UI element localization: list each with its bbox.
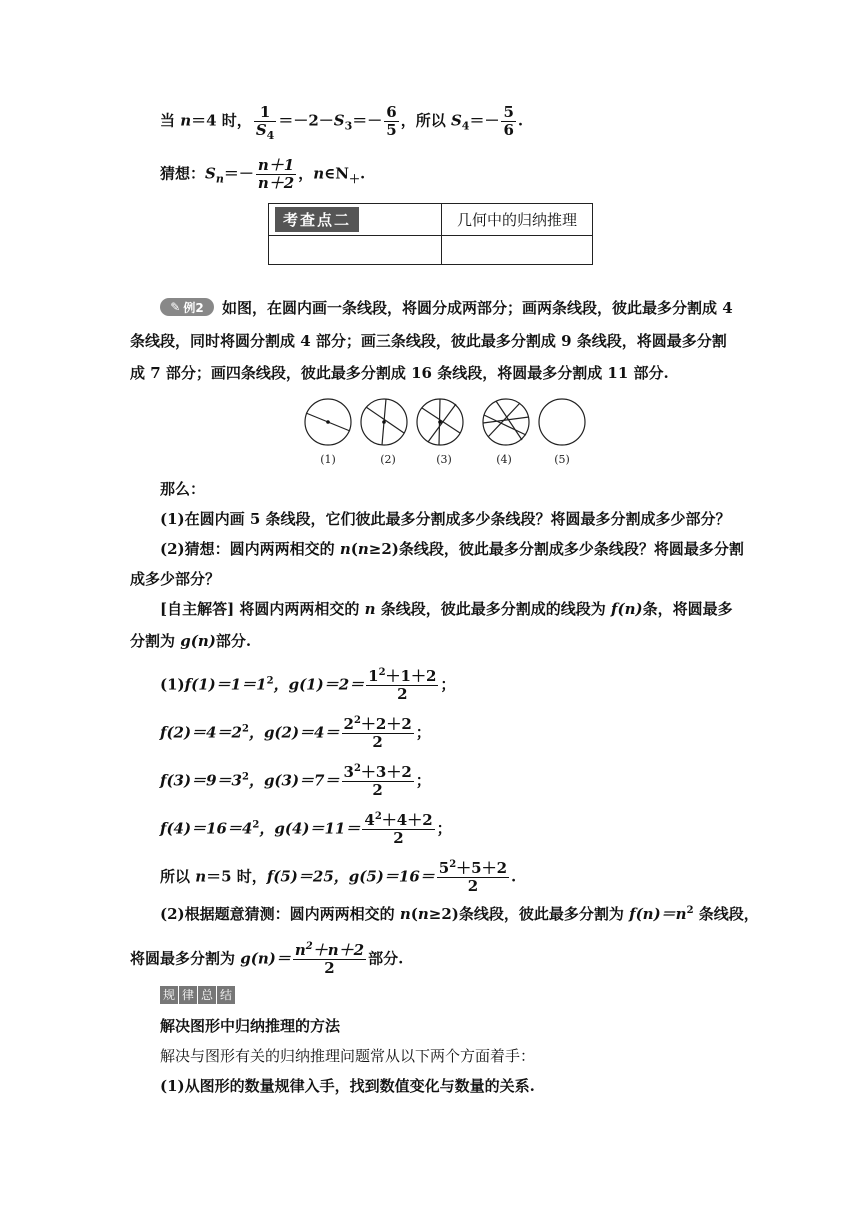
text: ＝－ bbox=[352, 111, 383, 130]
center-dot bbox=[438, 420, 442, 424]
fraction bbox=[366, 668, 438, 703]
summary-tag-char: 总 bbox=[198, 986, 216, 1004]
fraction-denominator: 2 bbox=[397, 685, 408, 703]
text: ＝－ bbox=[469, 111, 500, 130]
text: 当 bbox=[160, 111, 181, 130]
text: . bbox=[359, 164, 366, 183]
text: ； bbox=[415, 771, 431, 790]
center-dot bbox=[326, 420, 330, 424]
text: 条线段， bbox=[693, 905, 759, 923]
summary-line-1: 解决与图形有关的归纳推理问题常从以下两个方面着手： bbox=[160, 1047, 536, 1065]
fraction-numerator bbox=[342, 716, 414, 734]
caption-2: (2) bbox=[380, 453, 396, 466]
superscript: 2 bbox=[353, 715, 361, 726]
question-1: (1)在圆内画 5 条线段，它们彼此最多分割成多少条线段？将圆最多分割成多少部分？ bbox=[160, 510, 731, 528]
text: (2)猜想：圆内两两相交的 bbox=[160, 540, 340, 558]
text: ＝5 时， bbox=[206, 867, 267, 886]
formula-g: ，g(4)＝11＝ bbox=[259, 819, 361, 838]
fraction-numerator bbox=[342, 764, 414, 782]
var-n: n bbox=[399, 905, 411, 923]
text: ＝4 时， bbox=[191, 111, 252, 130]
superscript: 2 bbox=[241, 771, 249, 783]
solution-row-4 bbox=[160, 812, 452, 847]
fraction-numerator bbox=[293, 942, 366, 960]
text: ＝－2－ bbox=[278, 111, 334, 130]
text: n bbox=[294, 941, 306, 959]
var-n: n bbox=[339, 540, 351, 558]
table-cell bbox=[442, 236, 593, 265]
superscript: 2 bbox=[252, 819, 260, 831]
var-n: n bbox=[364, 600, 376, 618]
fraction-numerator: n＋1 bbox=[257, 156, 295, 174]
superscript: 2 bbox=[686, 905, 694, 916]
summary-tag bbox=[160, 986, 235, 1004]
fraction-denominator: 5 bbox=[386, 121, 397, 139]
var-n: n bbox=[313, 164, 325, 183]
superscript: 2 bbox=[241, 723, 249, 735]
summary-tag-char: 规 bbox=[160, 986, 178, 1004]
fraction-denominator: 2 bbox=[467, 877, 479, 895]
text: (n) bbox=[617, 600, 643, 618]
text: (n)＝ bbox=[250, 949, 291, 968]
text: 将圆内两两相交的 bbox=[234, 600, 365, 618]
superscript: 2 bbox=[378, 667, 386, 678]
text: ( bbox=[410, 905, 418, 923]
subscript: ＋ bbox=[348, 172, 360, 186]
superscript: 2 bbox=[266, 675, 274, 687]
fraction bbox=[254, 103, 277, 142]
text: ， bbox=[298, 164, 314, 183]
text: . bbox=[511, 867, 517, 886]
formula-f: f(1)＝1＝1 bbox=[184, 675, 267, 694]
kaodian-table bbox=[268, 203, 593, 265]
circle-5 bbox=[539, 399, 585, 445]
caption-5: (5) bbox=[554, 453, 570, 466]
question-intro: 那么： bbox=[160, 480, 206, 498]
fraction bbox=[256, 157, 296, 192]
formula-f: f(3)＝9＝3 bbox=[160, 771, 242, 790]
summary-tag-char: 律 bbox=[179, 986, 197, 1004]
example-line-1: 如图，在圆内画一条线段，将圆分成两部分；画两条线段，彼此最多分割成 4 bbox=[222, 299, 733, 317]
fraction-denominator: 2 bbox=[393, 829, 404, 847]
fraction bbox=[342, 716, 414, 751]
formula-f: f(2)＝4＝2 bbox=[160, 723, 242, 742]
var-n: n bbox=[195, 867, 207, 886]
subscript: 4 bbox=[461, 119, 470, 133]
solution-row-3 bbox=[160, 764, 431, 799]
text: 4 bbox=[364, 811, 375, 829]
fraction-numerator bbox=[437, 860, 509, 878]
text: ； bbox=[415, 723, 431, 742]
var-g: g bbox=[180, 632, 191, 650]
var-n: n bbox=[180, 111, 192, 130]
text: 条线段，彼此最多分割成的线段为 bbox=[375, 600, 612, 618]
text: ＝－ bbox=[223, 164, 254, 183]
superscript: 2 bbox=[353, 763, 361, 774]
question-2-line-1 bbox=[160, 538, 744, 560]
summary-line-2: (1)从图形的数量规律入手，找到数值变化与数量的关系. bbox=[160, 1077, 535, 1095]
fraction bbox=[437, 860, 509, 895]
example-tag-label: 例2 bbox=[183, 300, 204, 315]
kaodian-title: 几何中的归纳推理 bbox=[442, 204, 593, 236]
text: ＋2＋2 bbox=[360, 715, 412, 733]
text: ＋5＋2 bbox=[456, 859, 508, 877]
kaodian-tag-cell bbox=[269, 204, 442, 236]
text: ＋n＋2 bbox=[312, 941, 365, 959]
subscript: 3 bbox=[344, 119, 353, 133]
solution-n5 bbox=[160, 860, 516, 895]
fraction bbox=[501, 104, 515, 139]
solution-label: [自主解答] bbox=[160, 600, 235, 618]
solution-part2-line-2 bbox=[130, 942, 403, 977]
fraction bbox=[362, 812, 434, 847]
text: ≥2)条线段，彼此最多分割成多少条线段？将圆最多分割 bbox=[368, 540, 744, 558]
summary-tag-char: 结 bbox=[217, 986, 235, 1004]
text: 部分. bbox=[368, 949, 404, 968]
text: ∈N bbox=[324, 164, 349, 183]
circles-figure bbox=[300, 395, 620, 467]
var-s: S bbox=[333, 111, 345, 130]
text: ； bbox=[440, 675, 456, 694]
solution-row-2 bbox=[160, 716, 431, 751]
text: 分割为 bbox=[130, 632, 181, 650]
var-s: S bbox=[450, 111, 462, 130]
var-g: g bbox=[240, 949, 251, 968]
solution-intro-1 bbox=[160, 598, 733, 620]
text: ＋4＋2 bbox=[381, 811, 433, 829]
fraction-numerator: 6 bbox=[386, 103, 397, 121]
text: (1) bbox=[160, 675, 185, 694]
example-line-3: 成 7 部分；画四条线段，彼此最多分割成 16 条线段，将圆最多分割成 11 部分. bbox=[130, 364, 669, 382]
text: (n) bbox=[190, 632, 216, 650]
var-n: n bbox=[417, 905, 429, 923]
example-tag bbox=[160, 298, 214, 316]
text: 部分. bbox=[215, 632, 252, 650]
chord bbox=[428, 404, 456, 442]
var-f: f bbox=[629, 905, 636, 923]
text: 2 bbox=[343, 715, 354, 733]
caption-3: (3) bbox=[436, 453, 452, 466]
var-n: n bbox=[357, 540, 369, 558]
text: ＋1＋2 bbox=[385, 667, 437, 685]
fraction-denominator: 6 bbox=[503, 121, 514, 139]
formula-g: ，g(2)＝4＝ bbox=[248, 723, 340, 742]
formula: f(5)＝25，g(5)＝16＝ bbox=[266, 867, 435, 886]
fraction-numerator bbox=[366, 668, 438, 686]
fraction bbox=[342, 764, 414, 799]
solution-intro-2 bbox=[130, 630, 251, 652]
fraction-denominator bbox=[254, 121, 277, 142]
text: 猜想： bbox=[160, 164, 206, 183]
caption-1: (1) bbox=[320, 453, 336, 466]
solution-part2-line-1 bbox=[160, 903, 759, 925]
text: 将圆最多分割为 bbox=[130, 949, 241, 968]
fraction-denominator: 2 bbox=[372, 781, 383, 799]
pencil-icon: ✎ bbox=[170, 300, 181, 314]
text: 1 bbox=[368, 667, 379, 685]
table-cell bbox=[269, 236, 442, 265]
question-2-line-2: 成多少部分？ bbox=[130, 570, 221, 588]
subscript: 4 bbox=[266, 129, 275, 142]
chord bbox=[422, 408, 460, 433]
formula-f: f(4)＝16＝4 bbox=[160, 819, 253, 838]
n4-line bbox=[160, 103, 524, 142]
summary-heading: 解决图形中归纳推理的方法 bbox=[160, 1017, 341, 1035]
example-line-2: 条线段，同时将圆分割成 4 部分；画三条线段，彼此最多分割成 9 条线段，将圆最多分割 bbox=[130, 332, 727, 350]
text: 5 bbox=[438, 859, 450, 877]
text: ( bbox=[350, 540, 358, 558]
var-f: f bbox=[611, 600, 618, 618]
subscript: n bbox=[215, 172, 224, 186]
formula-g: ，g(3)＝7＝ bbox=[248, 771, 340, 790]
fraction-numerator: 5 bbox=[503, 103, 514, 121]
fraction-denominator: n＋2 bbox=[257, 174, 295, 192]
superscript: 2 bbox=[305, 941, 313, 952]
text: (n)＝n bbox=[635, 905, 687, 923]
formula-g: ，g(1)＝2＝ bbox=[273, 675, 365, 694]
solution-row-1 bbox=[160, 668, 455, 703]
var-s: S bbox=[255, 121, 267, 139]
text: 3 bbox=[343, 763, 354, 781]
text: (2)根据题意猜测：圆内两两相交的 bbox=[160, 905, 400, 923]
text: . bbox=[517, 111, 524, 130]
text: ≥2)条线段，彼此最多分割为 bbox=[428, 905, 630, 923]
fraction-numerator: 1 bbox=[254, 104, 277, 122]
fraction bbox=[384, 104, 398, 139]
text: ，所以 bbox=[400, 111, 451, 130]
fraction bbox=[293, 942, 366, 977]
text: 条，将圆最多 bbox=[642, 600, 733, 618]
text: 所以 bbox=[160, 867, 196, 886]
fraction-denominator: 2 bbox=[372, 733, 383, 751]
text: ＋3＋2 bbox=[360, 763, 412, 781]
superscript: 2 bbox=[374, 811, 382, 822]
kaodian-tag: 考查点二 bbox=[275, 207, 359, 232]
guess-line bbox=[160, 157, 365, 192]
text: ； bbox=[436, 819, 452, 838]
superscript: 2 bbox=[449, 859, 457, 870]
caption-4: (4) bbox=[496, 453, 512, 466]
center-dot bbox=[382, 420, 386, 424]
fraction-numerator bbox=[362, 812, 434, 830]
var-s: S bbox=[205, 164, 216, 183]
fraction-denominator: 2 bbox=[324, 959, 335, 977]
